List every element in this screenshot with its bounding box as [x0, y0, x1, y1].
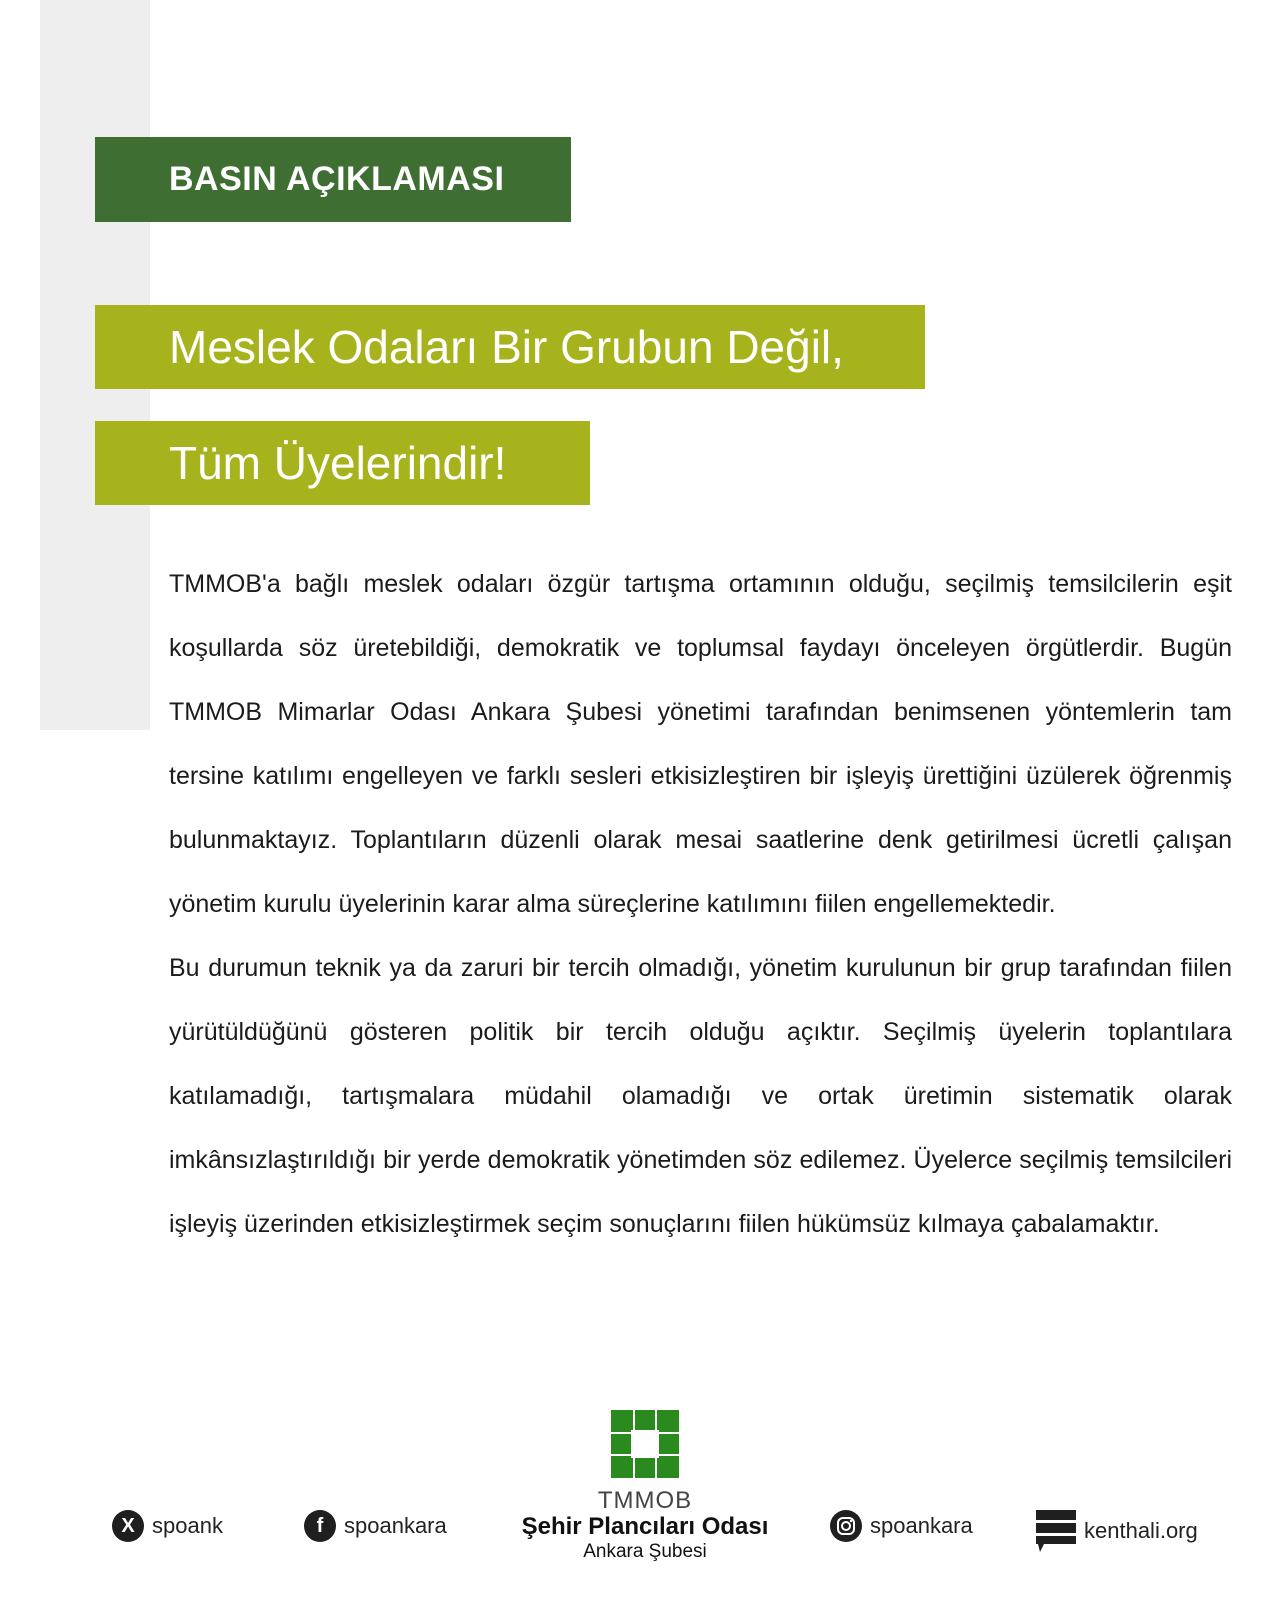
paragraph-1: TMMOB'a bağlı meslek odaları özgür tartışma ortamının olduğu, seçilmiş temsilcilerin eşit koşullarda söz üretebildiği, demokratik ve toplumsal faydayı önceleyen örgütlerdir. Bugün TMMOB Mimarlar Odası Ankara Şubesi yönetimi tarafından benimsenen yöntemlerin tam tersine katılımı engelleyen ve farklı sesleri etkisizleştiren bir işleyiş ürettiğini üzülerek öğrenmiş bulunmaktayız. Toplantıların düzenli olarak mesai saatlerine denk getirilmesi ücretli çalışan yönetim kurulu üyelerinin karar alma süreçlerine katılımını fiilen engellemektedir.	[169, 570, 1232, 918]
logo-branch: Ankara Şubesi	[583, 1541, 707, 1562]
logo-org-name: Şehir Plancıları Odası	[521, 1513, 769, 1540]
title-line-1: Meslek Odaları Bir Grubun Değil,	[169, 321, 844, 373]
paragraph-2: Bu durumun teknik ya da zaruri bir tercih olmadığı, yönetim kurulunun bir grup tarafından fiilen yürütüldüğünü gösteren politik bir tercih olduğu açıktır. Seçilmiş üyelerin toplantılara katılamadığı, tartışmalara müdahil olamadığı ve ortak üretimin sistematik olarak imkânsızlaştırıldığı bir yerde demokratik yönetimden söz edilemez. Üyelerce seçilmiş temsilcileri işleyiş üzerinden etkisizleştirmek seçim sonuçlarını fiilen hükümsüz kılmaya çabalamaktır.	[169, 954, 1232, 1238]
website-link[interactable]	[1036, 1510, 1198, 1552]
spo-logo	[520, 1410, 770, 1563]
x-icon: X	[112, 1510, 144, 1542]
statement-body	[169, 552, 1232, 1256]
press-release-tag	[95, 137, 571, 222]
spo-logo-mark	[611, 1410, 679, 1478]
title-line-1-box	[95, 305, 925, 389]
instagram-icon	[830, 1510, 862, 1542]
facebook-icon: f	[304, 1510, 336, 1542]
instagram-handle: spoankara	[870, 1513, 973, 1538]
press-release-tag-label: BASIN AÇIKLAMASI	[169, 160, 505, 198]
x-link[interactable]	[112, 1510, 223, 1542]
logo-tmmob: TMMOB	[597, 1487, 693, 1514]
title-line-2-box	[95, 421, 590, 505]
title-line-2: Tüm Üyelerindir!	[169, 437, 507, 489]
facebook-link[interactable]	[304, 1510, 447, 1542]
x-handle: spoank	[152, 1513, 223, 1538]
kenthali-logo	[1036, 1510, 1076, 1552]
website-text: kenthali.org	[1084, 1518, 1198, 1543]
facebook-handle: spoankara	[344, 1513, 447, 1538]
instagram-link[interactable]	[830, 1510, 973, 1542]
